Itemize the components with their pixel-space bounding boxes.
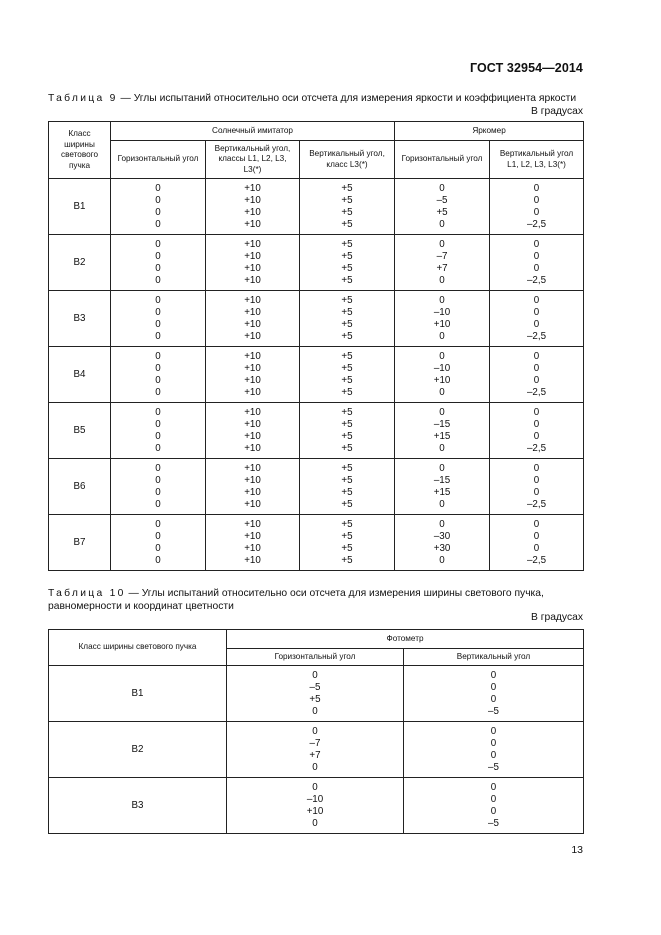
angle-value: +10 (244, 442, 261, 454)
angle-values-cell (111, 291, 206, 347)
angle-value: 0 (439, 442, 445, 454)
angle-value: 0 (439, 218, 445, 230)
angle-value: 0 (533, 294, 540, 306)
beam-class-cell: B1 (49, 179, 111, 235)
angle-value: +10 (244, 218, 261, 230)
angle-values-cell (300, 347, 395, 403)
angle-value: –5 (309, 681, 321, 693)
angle-value: –15 (433, 474, 451, 486)
table-row (49, 515, 584, 571)
angle-value: +5 (309, 693, 321, 705)
angle-value: +5 (341, 418, 353, 430)
angle-values-cell (206, 235, 300, 291)
table10-header-photometer: Фотометр (227, 630, 584, 649)
angle-value: 0 (533, 318, 540, 330)
angle-value: 0 (155, 218, 161, 230)
angle-values-cell (490, 459, 584, 515)
angle-value: +30 (433, 542, 451, 554)
angle-value: +5 (341, 474, 353, 486)
table-row (49, 179, 584, 235)
angle-value: 0 (155, 350, 161, 362)
angle-value: 0 (533, 518, 540, 530)
angle-value: 0 (155, 518, 161, 530)
angle-value: –2,5 (526, 330, 547, 342)
angle-value: +10 (244, 386, 261, 398)
angle-values-cell (395, 515, 490, 571)
angle-value: +5 (341, 386, 353, 398)
table-row (49, 778, 584, 834)
angle-values-cell (111, 403, 206, 459)
table-row (49, 722, 584, 778)
angle-value: +10 (244, 430, 261, 442)
angle-value: 0 (533, 542, 540, 554)
table9-caption-label: Таблица 9 (48, 93, 118, 104)
angle-value: –2,5 (526, 442, 547, 454)
angle-value: –7 (436, 250, 448, 262)
angle-value: +5 (341, 238, 353, 250)
angle-value: 0 (155, 318, 161, 330)
angle-value: +5 (341, 498, 353, 510)
angle-value: +5 (341, 182, 353, 194)
table9-units: В градусах (530, 106, 583, 117)
angle-value: +10 (244, 374, 261, 386)
angle-values-cell (111, 347, 206, 403)
angle-value: +10 (244, 530, 261, 542)
angle-value: 0 (155, 486, 161, 498)
angle-value: 0 (533, 430, 540, 442)
angle-value: 0 (155, 442, 161, 454)
angle-value: 0 (533, 362, 540, 374)
angle-value: 0 (490, 693, 497, 705)
angle-value: 0 (439, 462, 445, 474)
angle-value: 0 (312, 817, 318, 829)
angle-value: 0 (155, 406, 161, 418)
angle-value: +10 (306, 805, 324, 817)
table10-units: В градусах (530, 612, 583, 623)
angle-values-cell (300, 459, 395, 515)
angle-value: 0 (439, 274, 445, 286)
angle-values-cell (395, 403, 490, 459)
angle-values-cell (404, 666, 584, 722)
table-row (49, 291, 584, 347)
angle-value: +5 (341, 262, 353, 274)
angle-value: 0 (533, 462, 540, 474)
angle-value: +10 (244, 418, 261, 430)
angle-value: +5 (341, 294, 353, 306)
angle-values-cell (227, 722, 404, 778)
angle-values-cell (404, 778, 584, 834)
angle-values-cell (395, 179, 490, 235)
beam-class-cell: B6 (49, 459, 111, 515)
angle-value: 0 (155, 374, 161, 386)
angle-values-cell (206, 403, 300, 459)
angle-value: 0 (439, 406, 445, 418)
angle-value: 0 (490, 781, 497, 793)
angle-value: 0 (155, 238, 161, 250)
angle-value: +5 (341, 406, 353, 418)
angle-value: 0 (155, 542, 161, 554)
angle-value: 0 (155, 330, 161, 342)
angle-value: 0 (490, 669, 497, 681)
table10-caption-label: Таблица 10 (48, 588, 126, 599)
table-row (49, 347, 584, 403)
angle-value: –10 (433, 362, 451, 374)
table9-header-sun-simulator: Солнечный имитатор (111, 122, 395, 141)
angle-value: 0 (439, 238, 445, 250)
angle-value: 0 (490, 805, 497, 817)
table-row (49, 666, 584, 722)
angle-value: 0 (490, 737, 497, 749)
angle-value: +7 (436, 262, 448, 274)
angle-values-cell (404, 722, 584, 778)
angle-value: +10 (244, 518, 261, 530)
angle-value: –15 (433, 418, 451, 430)
angle-value: –5 (436, 194, 448, 206)
angle-value: –5 (488, 817, 499, 829)
angle-value: +5 (341, 374, 353, 386)
angle-value: –2,5 (526, 498, 547, 510)
angle-value: –2,5 (526, 386, 547, 398)
angle-value: 0 (155, 306, 161, 318)
angle-values-cell (206, 347, 300, 403)
beam-class-cell: B7 (49, 515, 111, 571)
angle-value: 0 (533, 406, 540, 418)
angle-value: 0 (312, 705, 318, 717)
angle-value: –30 (433, 530, 451, 542)
angle-value: +10 (244, 554, 261, 566)
angle-value: +10 (244, 498, 261, 510)
table-row (49, 403, 584, 459)
angle-value: 0 (533, 530, 540, 542)
angle-value: +15 (433, 486, 451, 498)
angle-value: +10 (433, 318, 451, 330)
document-number: ГОСТ 32954—2014 (469, 61, 583, 75)
angle-value: –10 (306, 793, 324, 805)
angle-values-cell (300, 179, 395, 235)
angle-values-cell (490, 347, 584, 403)
angle-value: +5 (341, 554, 353, 566)
angle-value: 0 (490, 793, 497, 805)
angle-value: +10 (244, 306, 261, 318)
angle-value: 0 (533, 194, 540, 206)
angle-value: 0 (155, 362, 161, 374)
beam-class-cell: B3 (49, 291, 111, 347)
angle-value: 0 (155, 554, 161, 566)
table10-caption (48, 587, 584, 613)
angle-value: +10 (244, 486, 261, 498)
angle-value: +10 (244, 462, 261, 474)
angle-value: 0 (155, 194, 161, 206)
angle-value: –2,5 (526, 218, 547, 230)
table9-caption (48, 92, 584, 105)
angle-values-cell (395, 235, 490, 291)
angle-value: 0 (312, 669, 318, 681)
table10-header-class: Класс ширины светового пучка (49, 630, 227, 666)
table9-header-luminance-meter: Яркомер (395, 122, 584, 141)
angle-value: 0 (155, 250, 161, 262)
angle-value: +10 (244, 250, 261, 262)
angle-value: +10 (244, 238, 261, 250)
angle-value: +10 (244, 194, 261, 206)
angle-value: +5 (341, 194, 353, 206)
angle-value: 0 (533, 262, 540, 274)
angle-value: +15 (433, 430, 451, 442)
angle-value: +5 (341, 530, 353, 542)
angle-values-cell (111, 235, 206, 291)
angle-values-cell (490, 235, 584, 291)
angle-values-cell (227, 666, 404, 722)
angle-value: +10 (244, 274, 261, 286)
angle-value: +5 (341, 442, 353, 454)
angle-value: 0 (533, 474, 540, 486)
angle-values-cell (300, 291, 395, 347)
angle-value: +5 (341, 542, 353, 554)
angle-value: 0 (439, 294, 445, 306)
angle-value: 0 (312, 761, 318, 773)
angle-value: 0 (533, 238, 540, 250)
angle-values-cell (206, 459, 300, 515)
angle-value: +5 (341, 362, 353, 374)
angle-value: 0 (533, 374, 540, 386)
angle-value: +5 (341, 462, 353, 474)
table-row (49, 459, 584, 515)
angle-value: +7 (309, 749, 321, 761)
angle-values-cell (300, 403, 395, 459)
angle-values-cell (111, 515, 206, 571)
angle-value: 0 (533, 418, 540, 430)
angle-value: +10 (244, 330, 261, 342)
angle-value: +10 (244, 318, 261, 330)
beam-class-cell: B1 (49, 666, 227, 722)
table10-subheader: Горизонтальный угол (227, 649, 404, 666)
angle-value: +10 (433, 374, 451, 386)
table9-subheader: Вертикальный угол L1, L2, L3, L3(*) (490, 141, 584, 179)
table9 (48, 121, 584, 571)
angle-value: +5 (341, 206, 353, 218)
angle-value: 0 (439, 330, 445, 342)
table-row (49, 235, 584, 291)
angle-value: –5 (488, 761, 499, 773)
angle-values-cell (227, 778, 404, 834)
beam-class-cell: B3 (49, 778, 227, 834)
angle-value: +5 (341, 350, 353, 362)
angle-value: +5 (341, 518, 353, 530)
angle-value: 0 (439, 498, 445, 510)
angle-value: 0 (312, 781, 318, 793)
angle-value: –2,5 (526, 274, 547, 286)
angle-value: 0 (439, 350, 445, 362)
angle-value: –5 (488, 705, 499, 717)
table10-subheader: Вертикальный угол (404, 649, 584, 666)
angle-value: 0 (155, 262, 161, 274)
beam-class-cell: B4 (49, 347, 111, 403)
angle-value: +10 (244, 350, 261, 362)
angle-value: 0 (490, 749, 497, 761)
angle-values-cell (490, 291, 584, 347)
page-number: 13 (571, 844, 583, 856)
angle-value: 0 (155, 474, 161, 486)
angle-values-cell (395, 291, 490, 347)
angle-values-cell (206, 179, 300, 235)
angle-value: +5 (341, 274, 353, 286)
angle-values-cell (300, 235, 395, 291)
angle-value: 0 (155, 386, 161, 398)
angle-value: 0 (155, 182, 161, 194)
angle-value: +5 (341, 306, 353, 318)
angle-value: +10 (244, 206, 261, 218)
beam-class-cell: B2 (49, 722, 227, 778)
angle-value: 0 (439, 518, 445, 530)
table9-subheader: Горизонтальный угол (111, 141, 206, 179)
angle-value: 0 (439, 386, 445, 398)
angle-value: 0 (155, 462, 161, 474)
angle-value: 0 (490, 681, 497, 693)
angle-values-cell (490, 179, 584, 235)
angle-value: +5 (436, 206, 448, 218)
angle-value: +10 (244, 362, 261, 374)
angle-value: +5 (341, 318, 353, 330)
angle-values-cell (111, 179, 206, 235)
angle-value: –10 (433, 306, 451, 318)
angle-value: 0 (155, 294, 161, 306)
angle-value: +10 (244, 406, 261, 418)
table9-subheader: Горизонтальный угол (395, 141, 490, 179)
table9-caption-text: — Углы испытаний относительно оси отсчета для измерения яркости и коэффициента яркости (117, 93, 577, 104)
angle-value: +10 (244, 542, 261, 554)
angle-value: +5 (341, 330, 353, 342)
angle-value: 0 (533, 306, 540, 318)
angle-value: 0 (533, 350, 540, 362)
angle-value: 0 (155, 530, 161, 542)
angle-value: 0 (155, 274, 161, 286)
angle-value: +10 (244, 474, 261, 486)
angle-values-cell (206, 515, 300, 571)
angle-value: 0 (439, 554, 445, 566)
table10 (48, 629, 584, 834)
angle-value: 0 (533, 250, 540, 262)
angle-value: +10 (244, 294, 261, 306)
angle-values-cell (395, 459, 490, 515)
angle-value: +5 (341, 430, 353, 442)
angle-value: +5 (341, 250, 353, 262)
angle-values-cell (395, 347, 490, 403)
angle-values-cell (111, 459, 206, 515)
angle-value: +10 (244, 182, 261, 194)
angle-values-cell (490, 403, 584, 459)
angle-value: 0 (533, 182, 540, 194)
beam-class-cell: B5 (49, 403, 111, 459)
angle-values-cell (206, 291, 300, 347)
angle-value: 0 (439, 182, 445, 194)
angle-value: 0 (155, 498, 161, 510)
table10-caption-text: — Углы испытаний относительно оси отсчета для измерения ширины светового пучка, равномерности и координат цветности (48, 588, 544, 612)
angle-value: –2,5 (526, 554, 547, 566)
angle-value: –7 (309, 737, 321, 749)
angle-values-cell (490, 515, 584, 571)
angle-value: 0 (533, 206, 540, 218)
angle-value: 0 (155, 430, 161, 442)
angle-value: +10 (244, 262, 261, 274)
angle-value: 0 (533, 486, 540, 498)
angle-value: 0 (155, 418, 161, 430)
table9-subheader: Вертикальный угол, классы L1, L2, L3, L3(*) (206, 141, 300, 179)
table9-header-class: Класс ширины светового пучка (49, 122, 111, 179)
angle-values-cell (300, 515, 395, 571)
table9-subheader: Вертикальный угол, класс L3(*) (300, 141, 395, 179)
angle-value: 0 (155, 206, 161, 218)
angle-value: 0 (490, 725, 497, 737)
angle-value: 0 (312, 725, 318, 737)
angle-value: +5 (341, 486, 353, 498)
beam-class-cell: B2 (49, 235, 111, 291)
angle-value: +5 (341, 218, 353, 230)
